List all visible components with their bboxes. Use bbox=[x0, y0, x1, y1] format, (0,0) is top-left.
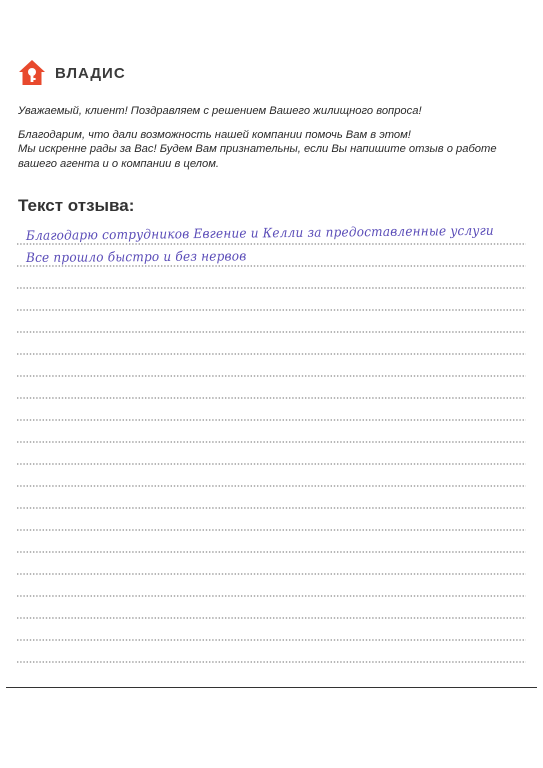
ruled-lines-drawing bbox=[17, 224, 526, 674]
house-key-icon bbox=[17, 58, 47, 88]
handwritten-line: Все прошло быстро и без нервов bbox=[25, 249, 247, 266]
brand-logo bbox=[17, 58, 126, 88]
intro-line: вашего агента и о компании в целом. bbox=[18, 157, 219, 170]
handwritten-line: Благодарю сотрудников Евгение и Келли за предоставленные услуги bbox=[25, 223, 494, 244]
ruled-lines bbox=[17, 224, 526, 674]
review-title: Текст отзыва: bbox=[18, 196, 135, 215]
handwritten-review bbox=[25, 223, 526, 270]
bottom-divider bbox=[6, 687, 537, 688]
brand-name: ВЛАДИС bbox=[55, 64, 126, 82]
greeting-text: Уважаемый, клиент! Поздравляем с решением Вашего жилищного вопроса! bbox=[18, 105, 422, 117]
intro-line: Благодарим, что дали возможность нашей компании помочь Вам в этом! bbox=[18, 128, 411, 141]
intro-text bbox=[18, 104, 518, 171]
intro-line: Мы искренне рады за Вас! Будем Вам признательны, если Вы напишите отзыв о работе bbox=[18, 143, 497, 155]
